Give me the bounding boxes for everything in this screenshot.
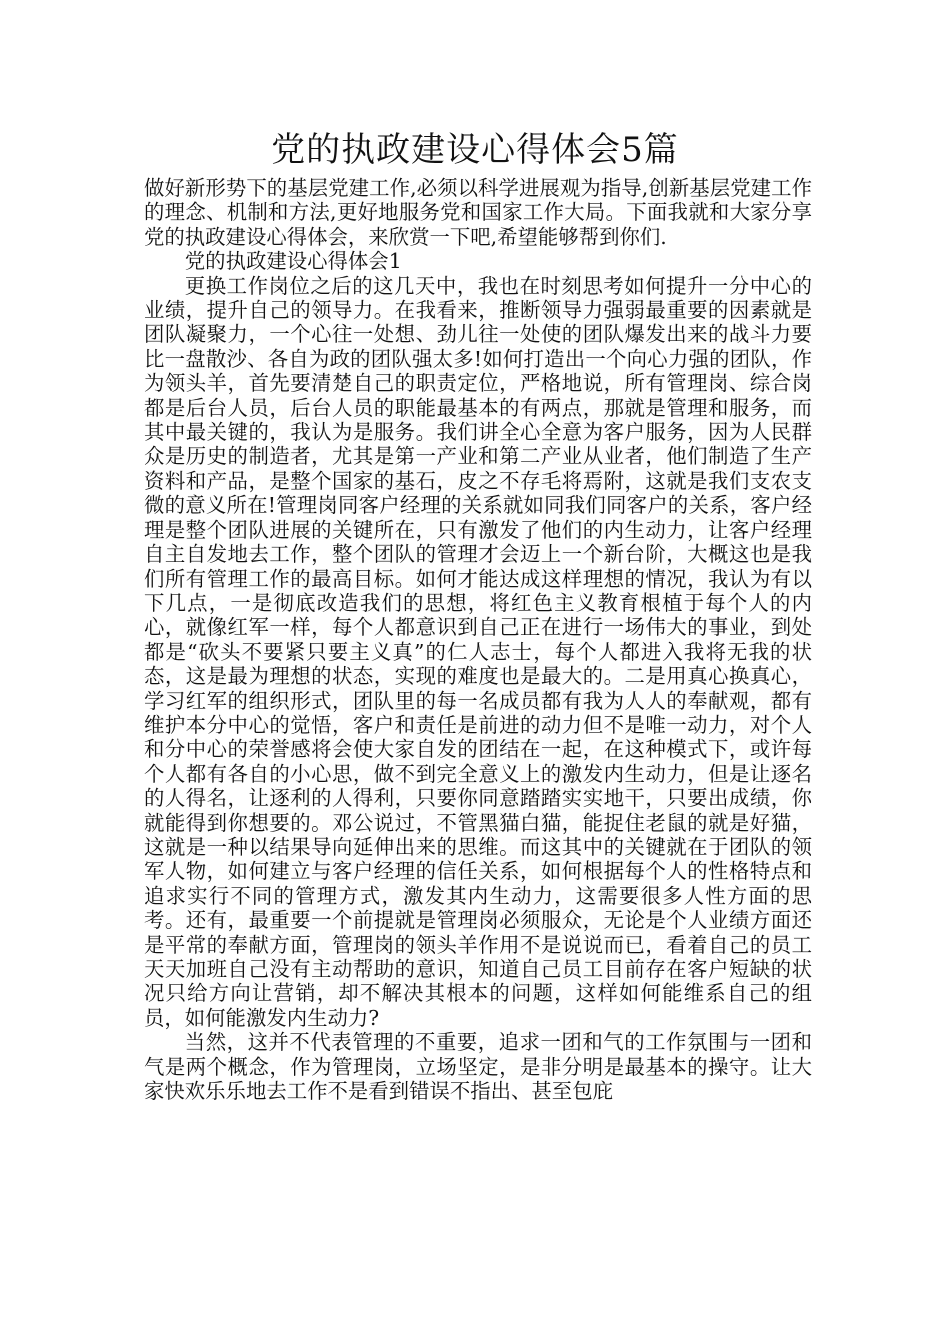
section-heading: 党的执政建设心得体会1 [184, 249, 402, 274]
document-body [144, 176, 812, 1103]
document-title: 党的执政建设心得体会5篇 [271, 130, 679, 170]
body-paragraph-1: 更换工作岗位之后的这几天中，我也在时刻思考如何提升一分中心的业绩，提升自己的领导力。在我看来，推断领导力强弱最重要的因素就是团队凝聚力，一个心往一处想、劲儿往一处使的团队爆发出来的战斗力要比一盘散沙、各自为政的团队强太多!如何打造出一个向心力强的团队，作为领头羊，首先要清楚自己的职责定位，严格地说，所有管理岗、综合岗都是后台人员，后台人员的职能最基本的有两点，那就是管理和服务，而其中最关键的，我认为是服务。我们讲全心全意为客户服务，因为人民群众是历史的制造者，尤其是第一产业和第二产业从业者，他们制造了生产资料和产品，是整个国家的基石，皮之不存毛将焉附，这就是我们支农支微的意义所在!管理岗同客户经理的关系就如同我们同客户的关系，客户经理是整个团队进展的关键所在，只有激发了他们的内生动力，让客户经理自主自发地去工作，整个团队的管理才会迈上一个新台阶，大概这也是我们所有管理工作的最高目标。如何才能达成这样理想的情况，我认为有以下几点，一是彻底改造我们的思想，将红色主义教育根植于每个人的内心，就像红军一样，每个人都意识到自己正在进行一场伟大的事业，到处都是“砍头不要紧只要主义真”的仁人志士，每个人都进入我将无我的状态，这是最为理想的状态，实现的难度也是最大的。二是用真心换真心，学习红军的组织形式，团队里的每一名成员都有我为人人的奉献观，都有维护本分中心的觉悟，客户和责任是前进的动力但不是唯一动力，对个人和分中心的荣誉感将会使大家自发的团结在一起，在这种模式下，或许每个人都有各自的小心思，做不到完全意义上的激发内生动力，但是让逐名的人得名，让逐利的人得利，只要你同意踏踏实实地干，只要出成绩，你就能得到你想要的。邓公说过，不管黑猫白猫，能捉住老鼠的就是好猫，这就是一种以结果导向延伸出来的思维。而这其中的关键就在于团队的领军人物，如何建立与客户经理的信任关系，如何根据每个人的性格特点和追求实行不同的管理方式，激发其内生动力，这需要很多人性方面的思考。还有，最重要一个前提就是管理岗必须服众，无论是个人业绩方面还是平常的奉献方面，管理岗的领头羊作用不是说说而已，看着自己的员工天天加班自己没有主动帮助的意识，知道自己员工目前存在客户短缺的状况只给方向让营销，却不解决其根本的问题，这样如何能维系自己的组员，如何能激发内生动力? [144, 273, 812, 1030]
body-paragraph-2: 当然，这并不代表管理的不重要，追求一团和气的工作氛围与一团和气是两个概念，作为管理岗，立场坚定，是非分明是最基本的操守。让大家快欢乐乐地去工作不是看到错误不指出、甚至包庇 [144, 1030, 812, 1104]
intro-paragraph: 做好新形势下的基层党建工作,必须以科学进展观为指导,创新基层党建工作的理念、机制和方法,更好地服务党和国家工作大局。下面我就和大家分享党的执政建设心得体会，来欣赏一下吧,希望能够帮到你们. [144, 176, 812, 249]
